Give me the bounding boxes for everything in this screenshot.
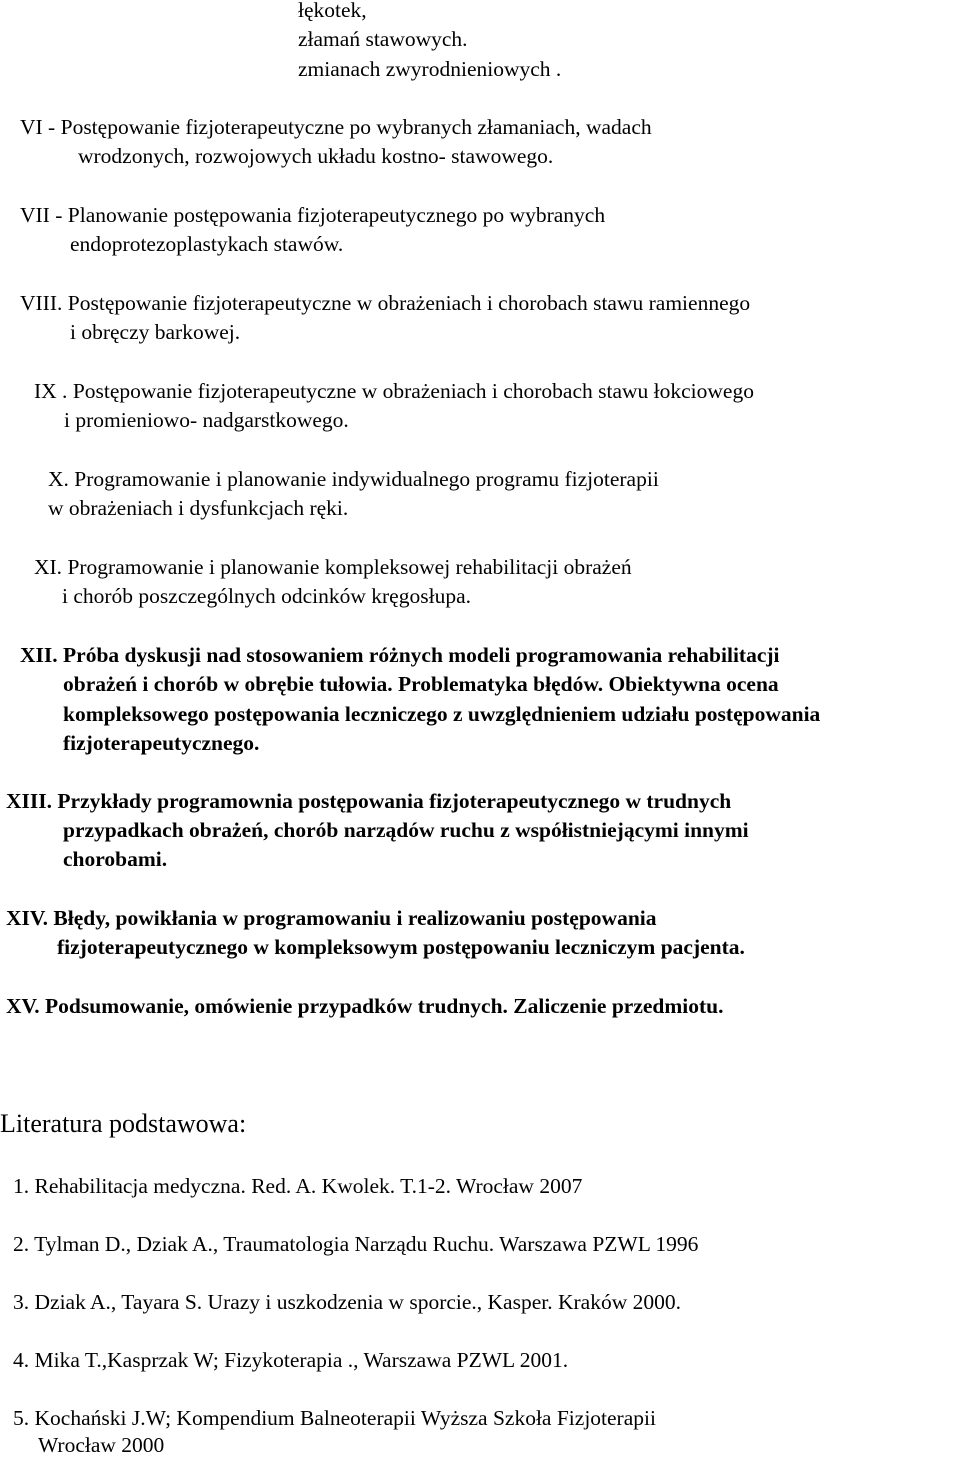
section-number: XII. xyxy=(20,643,58,667)
list-item: zmianach zwyrodnieniowych . xyxy=(298,57,562,81)
section-xii-line-2: obrażeń i chorób w obrębie tułowia. Problematyka błędów. Obiektywna ocena xyxy=(63,672,779,696)
literature-heading: Literatura podstawowa: xyxy=(0,1109,247,1138)
section-xiv-line-1 xyxy=(6,904,657,933)
section-number: VIII. xyxy=(20,291,63,315)
section-xi-line-1 xyxy=(34,553,632,582)
section-ix-line-1 xyxy=(34,377,754,406)
section-x-line-2: w obrażeniach i dysfunkcjach ręki. xyxy=(48,496,349,520)
section-ix-line-2: i promieniowo- nadgarstkowego. xyxy=(64,408,349,432)
section-xiii-line-2: przypadkach obrażeń, chorób narządów ruchu z współistniejącymi innymi xyxy=(63,818,749,842)
section-number: XIII. xyxy=(6,789,53,813)
section-xiii-line-1 xyxy=(6,787,731,816)
section-xv-line-1 xyxy=(6,992,724,1021)
section-text: Programowanie i planowanie indywidualnego programu fizjoterapii xyxy=(74,467,659,491)
section-viii-line-2: i obręczy barkowej. xyxy=(70,320,241,344)
section-vii-line-1 xyxy=(20,201,605,230)
literature-item: 4. Mika T.,Kasprzak W; Fizykoterapia ., Warszawa PZWL 2001. xyxy=(13,1348,569,1372)
section-number: IX . xyxy=(34,379,68,403)
section-xi-line-2: i chorób poszczególnych odcinków kręgosłupa. xyxy=(62,584,471,608)
list-item: złamań stawowych. xyxy=(298,27,468,51)
section-xii-line-3: kompleksowego postępowania leczniczego z uwzględnieniem udziału postępowania xyxy=(63,702,821,726)
section-text: Planowanie postępowania fizjoterapeutycznego po wybranych xyxy=(67,203,606,227)
section-text: Próba dyskusji nad stosowaniem różnych modeli programowania rehabilitacji xyxy=(63,643,780,667)
section-text: Błędy, powikłania w programowaniu i realizowaniu postępowania xyxy=(53,906,657,930)
section-xiii-line-3: chorobami. xyxy=(63,847,168,871)
section-number: XIV. xyxy=(6,906,49,930)
literature-item: 5. Kochański J.W; Kompendium Balneoterapii Wyższa Szkoła Fizjoterapii xyxy=(13,1406,656,1430)
section-text: Postępowanie fizjoterapeutyczne w obrażeniach i chorobach stawu łokciowego xyxy=(72,379,754,403)
section-xiv-line-2: fizjoterapeutycznego w kompleksowym postępowaniu leczniczym pacjenta. xyxy=(57,935,745,959)
literature-item-continuation: Wrocław 2000 xyxy=(38,1433,165,1457)
section-text: Postępowanie fizjoterapeutyczne w obrażeniach i chorobach stawu ramiennego xyxy=(67,291,751,315)
literature-item: 3. Dziak A., Tayara S. Urazy i uszkodzenia w sporcie., Kasper. Kraków 2000. xyxy=(13,1290,681,1314)
section-number: VI - xyxy=(20,115,56,139)
literature-item: 2. Tylman D., Dziak A., Traumatologia Narządu Ruchu. Warszawa PZWL 1996 xyxy=(13,1232,699,1256)
literature-item: 1. Rehabilitacja medyczna. Red. A. Kwolek. T.1-2. Wrocław 2007 xyxy=(13,1174,583,1198)
section-xii-line-1 xyxy=(20,641,780,670)
section-vi-line-1 xyxy=(20,113,652,142)
section-x-line-1 xyxy=(48,465,659,494)
list-item: łękotek, xyxy=(298,0,367,22)
section-text: Podsumowanie, omówienie przypadków trudnych. Zaliczenie przedmiotu. xyxy=(45,994,724,1018)
section-xii-line-4: fizjoterapeutycznego. xyxy=(63,731,260,755)
section-text: Postępowanie fizjoterapeutyczne po wybranych złamaniach, wadach xyxy=(60,115,652,139)
section-number: XV. xyxy=(6,994,40,1018)
section-viii-line-1 xyxy=(20,289,750,318)
section-vii-line-2: endoprotezoplastykach stawów. xyxy=(70,232,344,256)
section-number: XI. xyxy=(34,555,63,579)
section-text: Programowanie i planowanie kompleksowej rehabilitacji obrażeń xyxy=(67,555,632,579)
section-text: Przykłady programownia postępowania fizjoterapeutycznego w trudnych xyxy=(57,789,732,813)
section-vi-line-2: wrodzonych, rozwojowych układu kostno- stawowego. xyxy=(78,144,554,168)
section-number: VII - xyxy=(20,203,63,227)
section-number: X. xyxy=(48,467,69,491)
